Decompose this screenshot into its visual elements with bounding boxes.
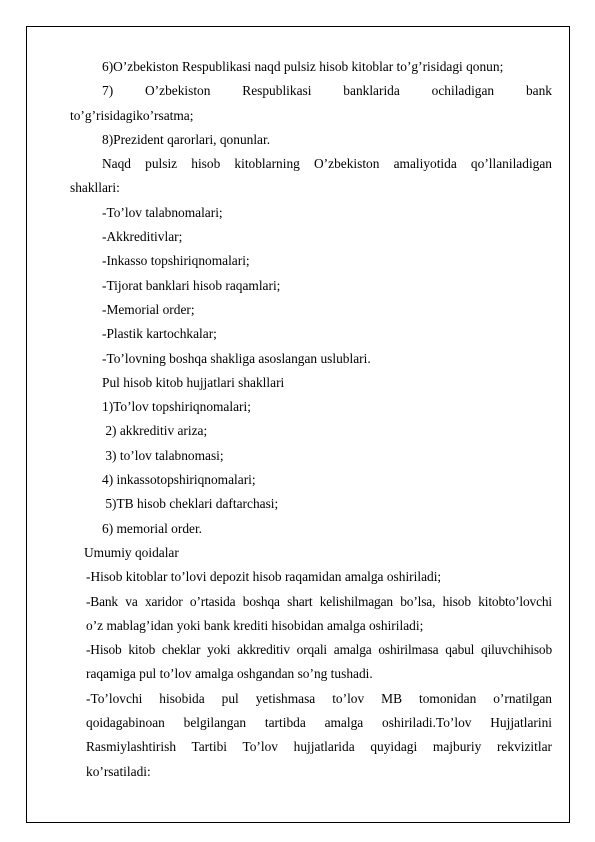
rule-2-line-1: -Bank va xaridor o’rtasida boshqa shart kelishilmagan bo’lsa, hisob kitobto’lovchi — [86, 593, 552, 609]
rule-4-line-1: -To’lovchi hisobida pul yetishmasa to’lov MB tomonidan o’rnatilgan — [86, 690, 552, 706]
rule-4-line-3: Rasmiylashtirish Tartibi To’lov hujjatlarida quyidagi majburiy rekvizitlar — [86, 739, 552, 755]
section-heading-general-rules: Umumiy qoidalar — [84, 544, 179, 560]
law-item-7-line-1: 7) O’zbekiston Respublikasi banklarida ochiladigan bank — [102, 83, 552, 99]
form-item: -Tijorat banklari hisob raqamlari; — [102, 277, 281, 293]
law-item-8: 8)Prezident qarorlari, qonunlar. — [102, 131, 271, 147]
section-heading-document-forms: Pul hisob kitob hujjatlari shakllari — [102, 374, 285, 390]
rule-1: -Hisob kitoblar to’lovi depozit hisob raqamidan amalga oshiriladi; — [86, 569, 442, 585]
forms-intro-line-1: Naqd pulsiz hisob kitoblarning O’zbekiston amaliyotida qo’llaniladigan — [102, 156, 552, 172]
law-item-6: 6)O’zbekiston Respublikasi naqd pulsiz hisob kitoblar to’g’risidagi qonun; — [102, 59, 504, 74]
form-item: -To’lov talabnomalari; — [102, 204, 223, 220]
form-item: -Plastik kartochkalar; — [102, 326, 217, 342]
document-form-item: 4) inkassotopshiriqnomalari; — [102, 472, 256, 488]
forms-intro-line-2: shakllari: — [70, 180, 120, 196]
rule-2-line-2: o’z mablag’idan yoki bank krediti hisobidan amalga oshiriladi; — [86, 617, 424, 633]
rule-4-line-4: ko’rsatiladi: — [86, 763, 151, 779]
form-item: -Memorial order; — [102, 301, 195, 317]
document-body — [70, 55, 552, 784]
document-form-item: 6) memorial order. — [102, 520, 203, 536]
document-form-item: 1)To’lov topshiriqnomalari; — [102, 399, 251, 415]
rule-3-line-2: raqamiga pul to’lov amalga oshgandan so’ng tushadi. — [86, 666, 373, 682]
form-item: -Akkreditivlar; — [102, 229, 183, 245]
document-form-item: 2) akkreditiv ariza; — [102, 423, 208, 439]
document-form-item: 3) to’lov talabnomasi; — [102, 447, 224, 463]
law-item-7-line-2: to’g’risidagiko’rsatma; — [70, 107, 194, 123]
rule-3-line-1: -Hisob kitob cheklar yoki akkreditiv orqali amalga oshirilmasa qabul qiluvchihisob — [86, 642, 552, 658]
document-form-item: 5)TB hisob cheklari daftarchasi; — [102, 496, 279, 512]
form-item: -Inkasso topshiriqnomalari; — [102, 253, 250, 269]
form-item: -To’lovning boshqa shakliga asoslangan uslublari. — [102, 350, 371, 366]
rule-4-line-2: qoidagabinoan belgilangan tartibda amalga oshiriladi.To’lov Hujjatlarini — [86, 715, 552, 731]
